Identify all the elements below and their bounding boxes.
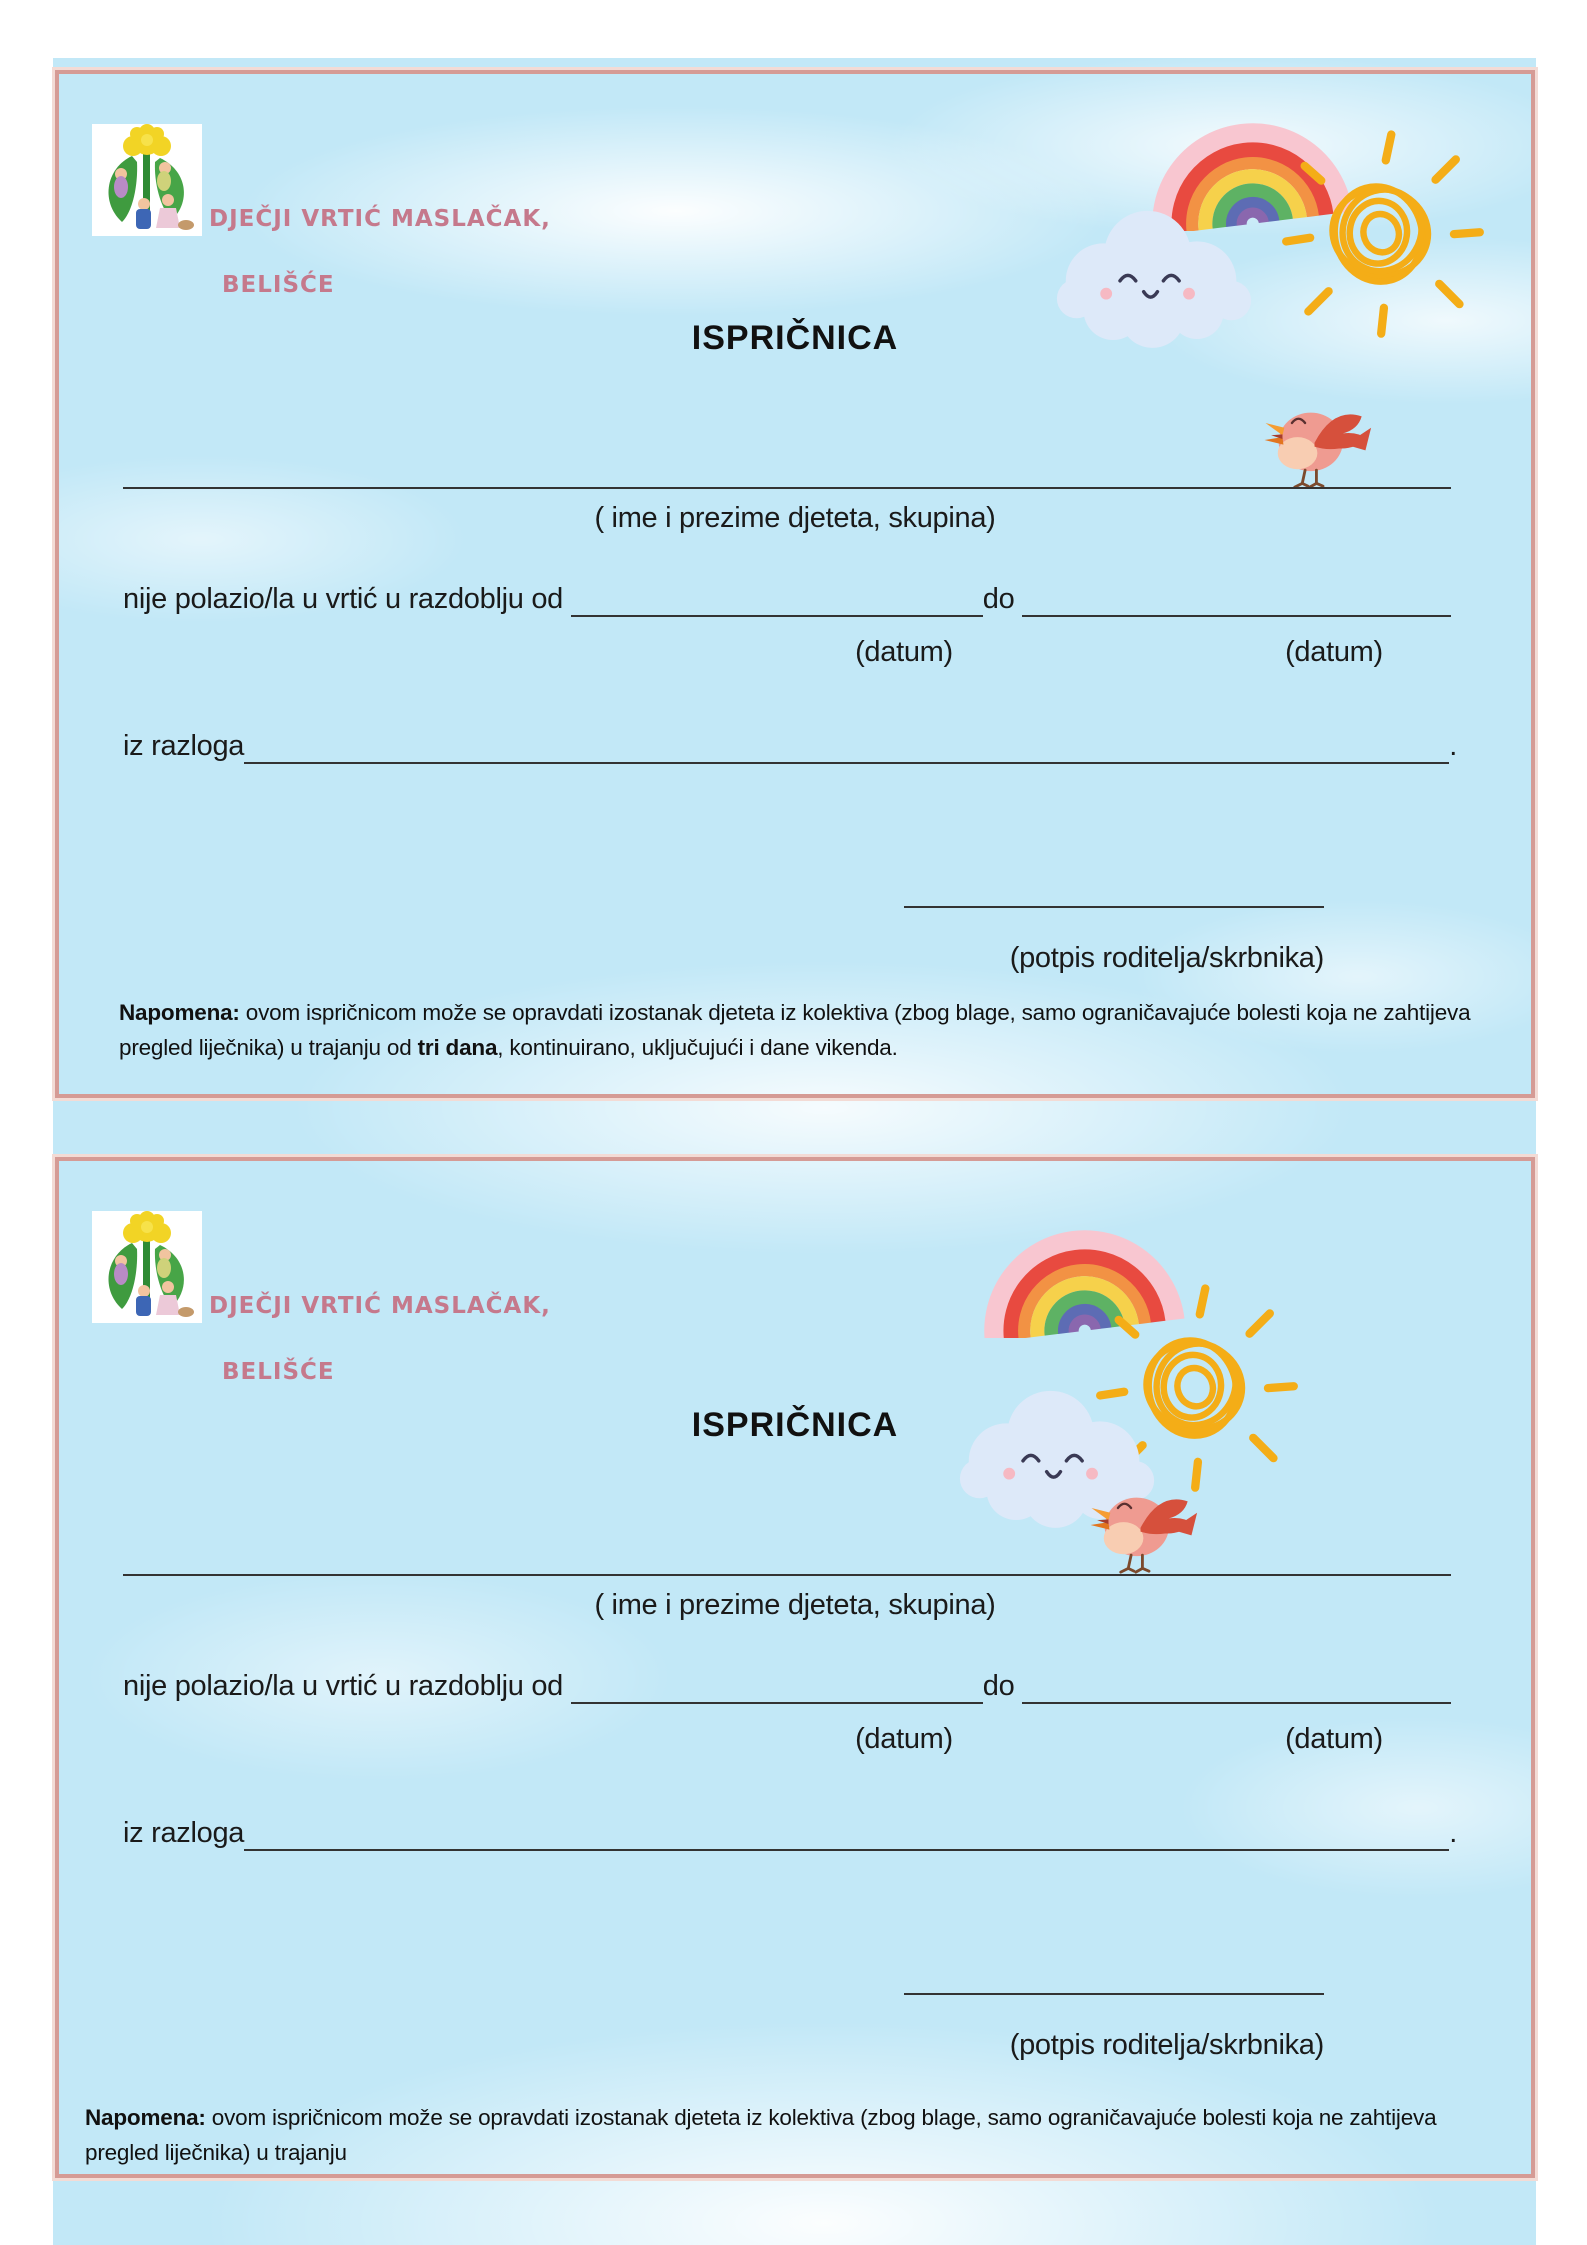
reason-row [123,726,1457,764]
signature-caption: (potpis roditelja/skrbnika) [1009,2029,1324,2061]
datum-label-from: (datum) [855,636,953,668]
reason-row [123,1813,1457,1851]
reason-period: . [1449,1817,1457,1849]
note-paragraph [119,996,1495,1066]
datum-label-from: (datum) [855,1723,953,1755]
form-title: ISPRIČNICA [691,319,899,357]
note-paragraph [85,2101,1505,2171]
org-city: BELIŠĆE [222,272,335,298]
isprichnica-form-2 [55,1157,1535,2178]
reason-prefix: iz razloga [123,1817,245,1849]
signature-caption: (potpis roditelja/skrbnika) [1009,942,1324,974]
date-to-field-line[interactable] [1022,579,1451,617]
note-label: Napomena: [85,2105,206,2130]
reason-prefix: iz razloga [123,730,245,762]
date-to-field-line[interactable] [1022,1666,1451,1704]
sun-illustration [1277,129,1489,341]
period-do: do [982,1670,1023,1702]
org-city: BELIŠĆE [222,1359,335,1385]
signature-field-line[interactable] [904,884,1324,908]
note-text-1: ovom ispričnicom može se opravdati izostanak djeteta iz kolektiva (zbog blage, samo ograničavajuće bolesti koja ne zahtijeva pregled liječnika) u trajanju od [119,1000,1471,1060]
period-prefix: nije polazio/la u vrtić u razdoblju od [123,583,571,615]
org-name: DJEČJI VRTIĆ MASLAČAK, [209,206,551,232]
period-do: do [982,583,1023,615]
reason-period: . [1449,730,1457,762]
name-field-line[interactable] [123,1553,1451,1576]
name-field-line[interactable] [123,466,1451,489]
kindergarten-dandelion-logo [92,124,202,236]
date-from-field-line[interactable] [571,579,983,617]
signature-field-line[interactable] [904,1971,1324,1995]
period-prefix: nije polazio/la u vrtić u razdoblju od [123,1670,571,1702]
name-caption: ( ime i prezime djeteta, skupina) [594,502,996,534]
reason-field-line[interactable] [244,1813,1449,1851]
note-text-1: ovom ispričnicom može se opravdati izostanak djeteta iz kolektiva (zbog blage, samo ograničavajuće bolesti koja ne zahtijeva pregled liječnika) u trajanju [85,2105,1437,2165]
name-caption: ( ime i prezime djeteta, skupina) [594,1589,996,1621]
form-title: ISPRIČNICA [691,1406,899,1444]
period-row [123,579,1451,617]
note-text-2: , kontinuirano, uključujući i dane vikenda. [497,1034,898,1060]
isprichnica-form-1 [55,70,1535,1098]
datum-label-to: (datum) [1285,1723,1383,1755]
reason-field-line[interactable] [244,726,1449,764]
org-name: DJEČJI VRTIĆ MASLAČAK, [209,1293,551,1319]
period-row [123,1666,1451,1704]
datum-label-to: (datum) [1285,636,1383,668]
cloud-illustration [1049,186,1261,351]
note-bold-duration: tri dana [417,1034,498,1060]
note-label: Napomena: [119,1000,240,1025]
kindergarten-dandelion-logo [92,1211,202,1323]
date-from-field-line[interactable] [571,1666,983,1704]
